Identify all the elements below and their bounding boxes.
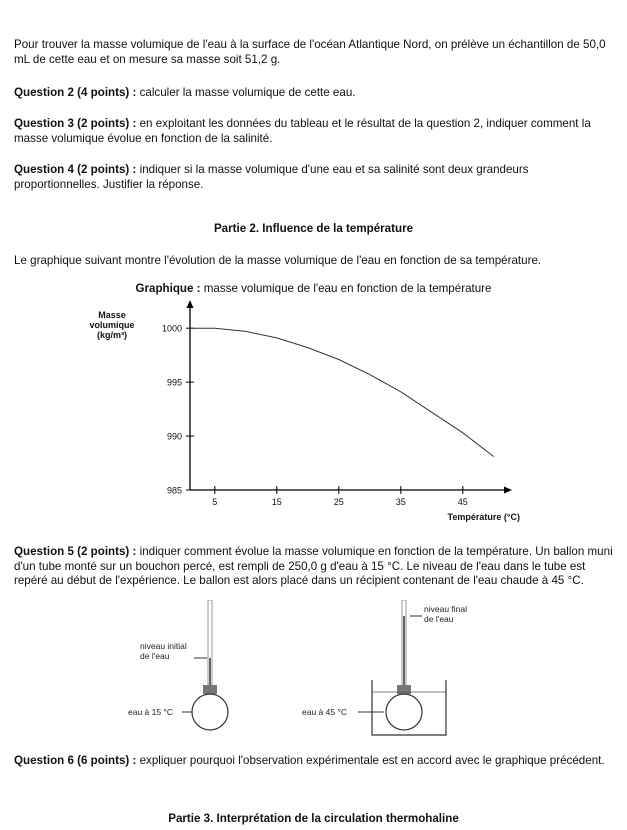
question-2-text: calculer la masse volumique de cette eau. bbox=[136, 86, 356, 99]
x-tick-label: 45 bbox=[457, 497, 468, 507]
part-3-title: Partie 3. Interprétation de la circulation thermohaline bbox=[168, 812, 459, 825]
x-axis-arrow bbox=[504, 487, 512, 494]
apparatus-diagram bbox=[110, 600, 530, 740]
question-3-label: Question 3 (2 points) : bbox=[14, 117, 137, 130]
final-level-label-2: de l'eau bbox=[424, 614, 454, 624]
water45-label: eau à 45 °C bbox=[302, 707, 347, 717]
question-4 bbox=[14, 163, 614, 192]
chart-title-rest: masse volumique de l'eau en fonction de la température bbox=[200, 282, 492, 295]
question-6 bbox=[14, 754, 614, 769]
intro-paragraph: Pour trouver la masse volumique de l'eau à la surface de l'océan Atlantique Nord, on prélève un échantillon de 50,0 mL de cette eau et on mesure sa masse soit 51,2 g. bbox=[14, 38, 606, 66]
part-2-title: Partie 2. Influence de la température bbox=[213, 222, 414, 235]
x-tick-label: 25 bbox=[333, 497, 344, 507]
stopper-left bbox=[203, 685, 217, 694]
y-axis-arrow bbox=[187, 300, 194, 308]
question-6-text: expliquer pourquoi l'observation expérimentale est en accord avec le graphique précédent. bbox=[136, 754, 605, 767]
question-3-text: en exploitant les données du tableau et le résultat de la question 2, indiquer comment la masse volumique évolue en fonction de la salinité. bbox=[14, 117, 591, 145]
y-tick-label: 985 bbox=[166, 485, 182, 496]
y-tick-label: 995 bbox=[166, 377, 182, 388]
y-tick-label: 1000 bbox=[161, 323, 182, 334]
final-level-label-1: niveau final bbox=[424, 604, 468, 614]
flask-left bbox=[192, 694, 228, 730]
water15-label: eau à 15 °C bbox=[128, 707, 173, 717]
initial-level-label-2: de l'eau bbox=[140, 651, 170, 661]
question-5-text: indiquer comment évolue la masse volumique en fonction de la température. Un ballon muni d'un tube monté sur un bouchon percé, est rempli de 250,0 g d'eau à 15 °C. Le niveau de l'eau dans le tube est repéré au début de l'expérience. Le ballon est alors placé dans un récipient contenant de l'eau chaude à 45 °C. bbox=[14, 545, 613, 587]
question-2-label: Question 2 (4 points) : bbox=[14, 86, 137, 99]
question-5 bbox=[14, 545, 614, 589]
part-2-intro: Le graphique suivant montre l'évolution de la masse volumique de l'eau en fonction de sa température. bbox=[14, 254, 542, 267]
x-tick-label: 35 bbox=[395, 497, 406, 507]
y-axis-label: Masse bbox=[98, 310, 126, 320]
chart-title-bold: Graphique : bbox=[135, 282, 201, 295]
y-axis-label: (kg/m³) bbox=[97, 330, 127, 340]
question-6-label: Question 6 (6 points) : bbox=[14, 754, 137, 767]
y-axis-label: volumique bbox=[89, 320, 135, 330]
flask-45-apparatus bbox=[302, 600, 467, 735]
initial-level-label-1: niveau initial bbox=[140, 641, 187, 651]
question-2 bbox=[14, 86, 614, 101]
question-4-text: indiquer si la masse volumique d'une eau et sa salinité sont deux grandeurs proportionnelles. Justifier la réponse. bbox=[14, 163, 529, 191]
question-3 bbox=[14, 117, 614, 146]
x-axis-label: Température (°C) bbox=[447, 512, 520, 522]
x-tick-label: 15 bbox=[271, 497, 282, 507]
flask-15-apparatus bbox=[128, 600, 228, 730]
stopper-right bbox=[397, 685, 411, 694]
density-chart bbox=[80, 290, 540, 540]
y-tick-label: 990 bbox=[166, 431, 182, 442]
question-4-label: Question 4 (2 points) : bbox=[14, 163, 137, 176]
density-curve bbox=[190, 328, 494, 456]
flask-right bbox=[386, 694, 422, 730]
x-tick-label: 5 bbox=[212, 497, 218, 507]
question-5-label: Question 5 (2 points) : bbox=[14, 545, 137, 558]
